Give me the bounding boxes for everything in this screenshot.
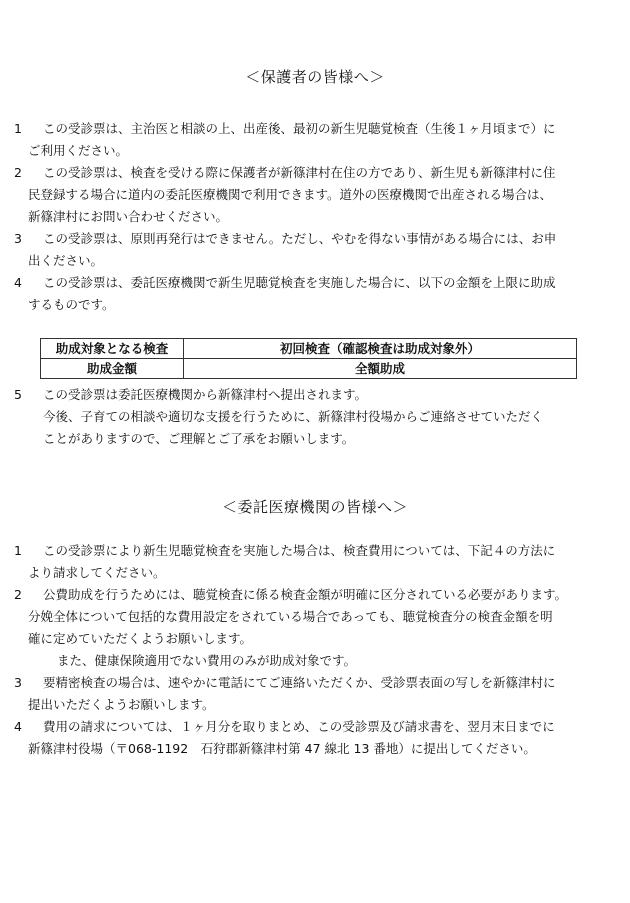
- institutions-heading: ＜委託医療機関の皆様へ＞: [221, 498, 408, 516]
- item-number: 1: [14, 121, 22, 136]
- item-text: するものです。: [28, 297, 115, 312]
- subsidy-table: [40, 338, 577, 379]
- item-text: この受診票は、主治医と相談の上、出産後、最初の新生児聴覚検査（生後１ヶ月頃まで）に: [43, 121, 556, 136]
- table-row: [41, 339, 577, 359]
- item-text: 要精密検査の場合は、速やかに電話にてご連絡いただくか、受診票表面の写しを新篠津村に: [43, 675, 556, 690]
- item-number: 5: [14, 387, 22, 402]
- item-text: 新篠津村役場（〒068-1192 石狩郡新篠津村第 47 線北 13 番地）に提出してください。: [28, 741, 536, 756]
- item-number: 4: [14, 275, 22, 290]
- guardian-item-1: [14, 118, 614, 162]
- item-text: ご利用ください。: [28, 143, 129, 158]
- item-text: 確に定めていただくようお願いします。: [28, 631, 253, 646]
- table-cell: 全額助成: [184, 359, 577, 379]
- item-text: ことがありますので、ご理解とご了承をお願いします。: [43, 431, 355, 446]
- institution-item-4: [14, 716, 614, 760]
- institution-item-2: [14, 584, 614, 672]
- institution-item-3: [14, 672, 614, 716]
- institution-item-1: [14, 540, 614, 584]
- item-text: この受診票は委託医療機関から新篠津村へ提出されます。: [43, 387, 368, 402]
- item-number: 4: [14, 719, 22, 734]
- item-text: この受診票により新生児聴覚検査を実施した場合は、検査費用については、下記４の方法に: [43, 543, 556, 558]
- item-text: この受診票は、委託医療機関で新生児聴覚検査を実施した場合に、以下の金額を上限に助成: [43, 275, 556, 290]
- item-number: 2: [14, 165, 22, 180]
- guardians-heading: ＜保護者の皆様へ＞: [245, 68, 385, 86]
- table-header-cell: 助成金額: [41, 359, 184, 379]
- item-text: 今後、子育ての相談や適切な支援を行うために、新篠津村役場からご連絡させていただく: [43, 409, 544, 424]
- item-number: 3: [14, 231, 22, 246]
- item-text: 分娩全体について包括的な費用設定をされている場合であっても、聴覚検査分の検査金額を明: [28, 609, 553, 624]
- item-text: 民登録する場合に道内の委託医療機関で利用できます。道外の医療機関で出産される場合は、: [28, 187, 553, 202]
- item-number: 1: [14, 543, 22, 558]
- item-text: 公費助成を行うためには、聴覚検査に係る検査金額が明確に区分されている必要があります。: [43, 587, 568, 602]
- item-text: また、健康保険適用でない費用のみが助成対象です。: [57, 653, 357, 668]
- guardian-item-3: [14, 228, 614, 272]
- table-row: [41, 359, 577, 379]
- item-text: より請求してください。: [28, 565, 166, 580]
- guardian-item-4: [14, 272, 614, 316]
- item-text: この受診票は、原則再発行はできません。ただし、やむを得ない事情がある場合には、お申: [43, 231, 557, 246]
- item-text: 新篠津村にお問い合わせください。: [28, 209, 229, 224]
- item-text: 出ください。: [28, 253, 104, 268]
- item-number: 2: [14, 587, 22, 602]
- table-header-cell: 助成対象となる検査: [41, 339, 184, 359]
- table-cell: 初回検査（確認検査は助成対象外）: [184, 339, 577, 359]
- item-text: この受診票は、検査を受ける際に保護者が新篠津村在住の方であり、新生児も新篠津村に住: [43, 165, 556, 180]
- guardian-item-5: [14, 384, 614, 450]
- item-number: 3: [14, 675, 22, 690]
- guardian-item-2: [14, 162, 614, 228]
- item-text: 費用の請求については、１ヶ月分を取りまとめ、この受診票及び請求書を、翌月末日までに: [43, 719, 555, 734]
- item-text: 提出いただくようお願いします。: [28, 697, 215, 712]
